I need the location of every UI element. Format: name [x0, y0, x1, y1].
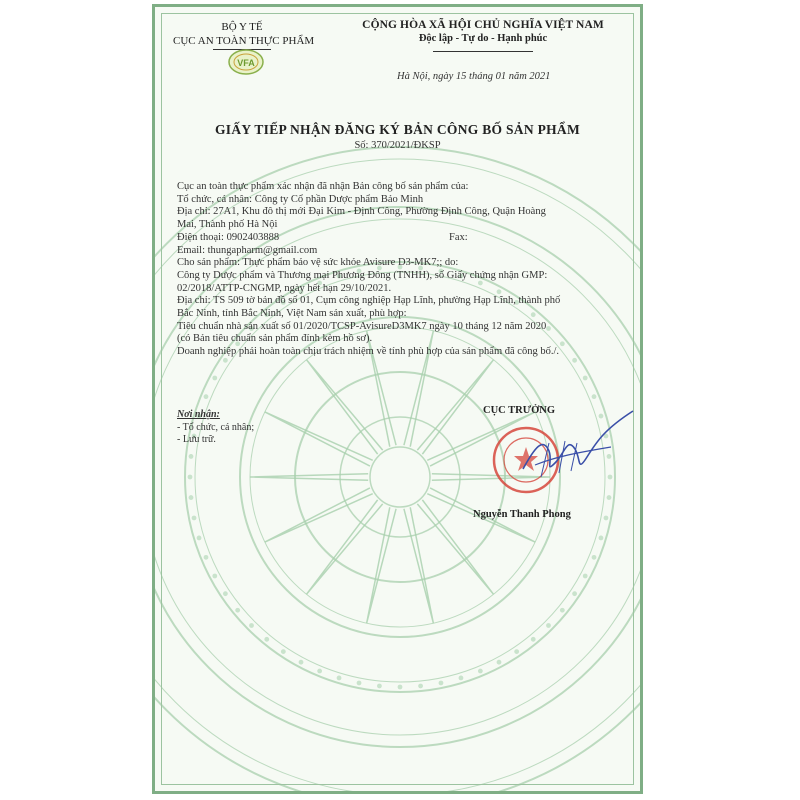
drum-ring-dot	[212, 574, 217, 579]
body-line: Cục an toàn thực phẩm xác nhận đã nhận Bản công bố sản phẩm của:	[177, 181, 469, 192]
body-line: Doanh nghiệp phải hoàn toàn chịu trách nhiệm về tính phù hợp của sản phẩm đã công bố./.	[177, 346, 559, 358]
drum-star-ray	[250, 474, 368, 480]
logo-text: VFA	[237, 58, 255, 68]
body-line: 02/2018/ATTP-CNGMP, ngày hết hạn 29/10/2021.	[177, 282, 392, 294]
drum-ring-dot	[546, 623, 551, 628]
drum-ring-dot	[583, 376, 588, 381]
drum-ring-dot	[192, 516, 197, 521]
drum-ring-dot	[281, 649, 286, 654]
drum-ring-dot	[204, 394, 209, 399]
body-line: Địa chỉ: TS 509 tờ bản đồ số 01, Cụm công nghiệp Hạp Lĩnh, phường Hạp Lĩnh, thành phố	[177, 295, 561, 307]
drum-ring-dot	[514, 649, 519, 654]
drum-ring-dot	[497, 660, 502, 665]
recipients-block	[177, 409, 254, 447]
recipient-item: - Lưu trữ.	[177, 434, 216, 445]
drum-ring-dot	[377, 684, 382, 689]
drum-ring-dot	[189, 454, 194, 459]
body-line: Cho sản phẩm: Thực phẩm bảo vệ sức khỏe Avisure D3-MK7;; do:	[177, 257, 459, 269]
drum-ring-dot	[604, 516, 609, 521]
drum-ring-dot	[478, 669, 483, 674]
body-line: Tổ chức, cá nhân: Công ty Cổ phần Dược phẩm Bảo Minh	[177, 193, 424, 205]
drum-ring-dot	[299, 660, 304, 665]
vfa-logo-icon	[228, 49, 264, 75]
phone-line: Điện thoại: 0902403888	[177, 231, 280, 243]
drum-ring-dot	[599, 536, 604, 541]
drum-ring-dot	[212, 376, 217, 381]
drum-ring-dot	[249, 623, 254, 628]
document-number: Số: 370/2021/ĐKSP	[354, 140, 441, 151]
body-line: Tiêu chuẩn nhà sản xuất số 01/2020/TCSP-AvisureD3MK7 ngày 10 tháng 12 năm 2020	[177, 320, 547, 332]
drum-ring-dot	[337, 676, 342, 681]
handwritten-signature	[515, 407, 635, 497]
drum-ring-dot	[188, 475, 193, 480]
drum-ring-dot	[357, 681, 362, 686]
body-line: Bắc Ninh, tỉnh Bắc Ninh, Việt Nam sản xuất, phù hợp:	[177, 308, 407, 320]
body-line: (có Bản tiêu chuẩn sản phẩm đính kèm hồ sơ).	[177, 333, 373, 345]
body-line: Địa chỉ: 27A1, Khu đô thị mới Đại Kim - Định Công, Phường Định Công, Quận Hoàng	[177, 206, 546, 218]
drum-ring-dot	[418, 684, 423, 689]
drum-ring-dot	[572, 358, 577, 363]
drum-ring-dot	[197, 536, 202, 541]
certificate-body	[177, 181, 560, 359]
drum-ring-dot	[235, 608, 240, 613]
drum-ring-dot	[398, 685, 403, 690]
drum-ring-dot	[204, 555, 209, 560]
drum-ring-dot	[264, 637, 269, 642]
drum-ring-dot	[439, 681, 444, 686]
phone-fax-row	[177, 232, 560, 245]
drum-ring-dot	[583, 574, 588, 579]
drum-ring-dot	[592, 394, 597, 399]
drum-ring-dot	[572, 591, 577, 596]
signer-name: Nguyễn Thanh Phong	[473, 509, 571, 520]
recipient-item: - Tổ chức, cá nhân;	[177, 421, 255, 433]
ministry-name: BỘ Y TẾ	[221, 21, 263, 33]
issuer-block	[173, 20, 315, 48]
national-header	[333, 19, 633, 44]
recipients-heading: Nơi nhận:	[177, 409, 220, 420]
national-motto: Độc lập - Tự do - Hạnh phúc	[418, 33, 548, 44]
fax-label: Fax:	[449, 231, 468, 243]
signer-title: CỤC TRƯỞNG	[483, 405, 556, 416]
drum-ring-dot	[560, 608, 565, 613]
motto-underline	[433, 51, 533, 52]
drum-ring-dot	[459, 676, 464, 681]
drum-ring-dot	[592, 555, 597, 560]
certificate-page	[152, 4, 643, 794]
body-line: Công ty Dược phẩm và Thương mại Phương Đông (TNHH), số Giấy chứng nhận GMP:	[177, 269, 548, 281]
drum-ring-dot	[189, 495, 194, 500]
place-date: Hà Nội, ngày 15 tháng 01 năm 2021	[397, 71, 551, 82]
drum-ring-dot	[531, 637, 536, 642]
nation-name: CỘNG HÒA XÃ HỘI CHỦ NGHĨA VIỆT NAM	[362, 19, 604, 31]
drum-star-ray	[367, 507, 396, 623]
drum-ring-dot	[223, 591, 228, 596]
body-line: Mai, Thành phố Hà Nội	[177, 219, 278, 231]
document-title: GIẤY TIẾP NHẬN ĐĂNG KÝ BẢN CÔNG BỐ SẢN PHẨM	[214, 122, 581, 137]
drum-ring-dot	[317, 669, 322, 674]
drum-star-ray	[404, 507, 433, 623]
drum-ring-dot	[560, 341, 565, 346]
agency-name: CỤC AN TOÀN THỰC PHẨM	[173, 35, 315, 47]
body-line: Email: thungapharm@gmail.com	[177, 244, 318, 256]
